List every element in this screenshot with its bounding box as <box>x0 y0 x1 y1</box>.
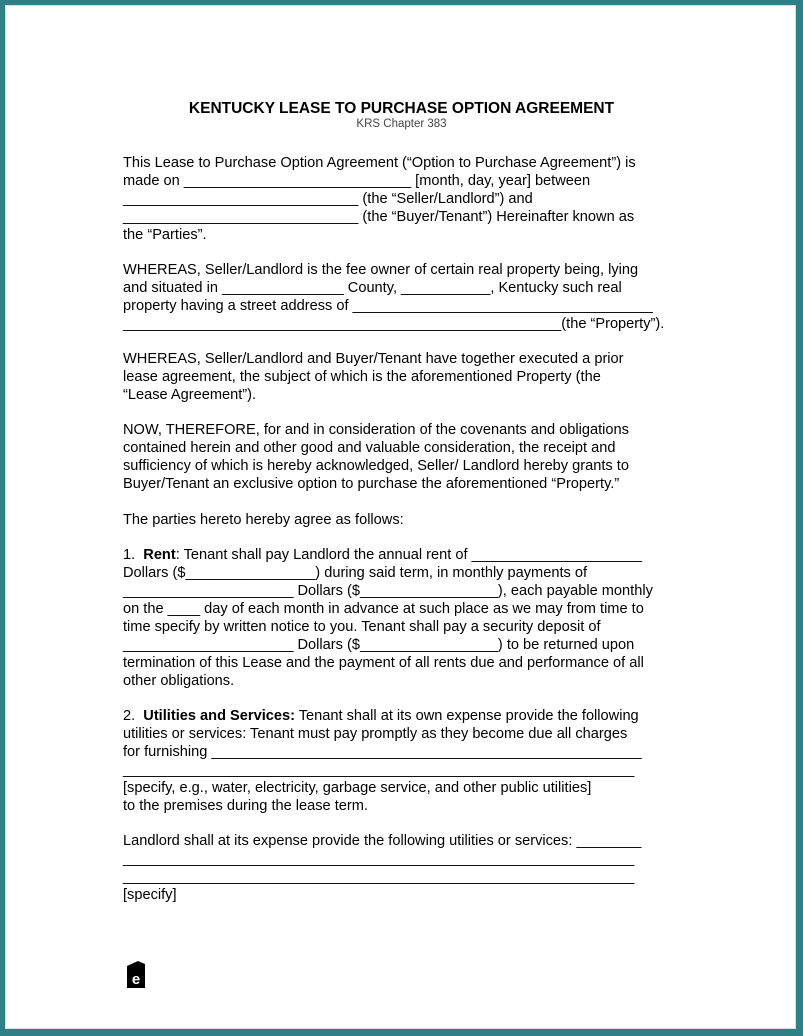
body-line: made on ____________________________ [month, day, year] between <box>123 173 591 189</box>
body-line: termination of this Lease and the payment of all rents due and performance of all <box>123 655 644 671</box>
body-line: NOW, THEREFORE, for and in consideration of the covenants and obligations <box>123 422 629 438</box>
eforms-logo-icon <box>126 961 146 989</box>
body-line: property having a street address of _____________________________________ <box>123 298 653 314</box>
section-heading-rent: 1. Rent: Tenant shall pay Landlord the annual rent of _____________________ <box>123 547 643 563</box>
body-line: Landlord shall at its expense provide the following utilities or services: ________ <box>123 833 642 849</box>
body-line: lease agreement, the subject of which is the aforementioned Property (the <box>123 369 601 385</box>
body-line: on the ____ day of each month in advance at such place as we may from time to <box>123 601 644 617</box>
body-line: for furnishing _____________________________________________________ <box>123 744 642 760</box>
document-subtitle: KRS Chapter 383 <box>356 118 447 130</box>
body-line: sufficiency of which is hereby acknowledged, Seller/ Landlord hereby grants to <box>123 458 629 474</box>
body-line: “Lease Agreement”). <box>123 387 257 403</box>
document-page <box>5 5 796 1029</box>
body-line: [specify] <box>123 887 177 903</box>
body-line: _____________________________ (the “Buyer/Tenant”) Hereinafter known as <box>123 209 635 225</box>
document-title: KENTUCKY LEASE TO PURCHASE OPTION AGREEMENT <box>188 100 615 117</box>
body-line: This Lease to Purchase Option Agreement (“Option to Purchase Agreement”) is <box>123 155 636 171</box>
body-line: WHEREAS, Seller/Landlord is the fee owner of certain real property being, lying <box>123 262 639 278</box>
body-line: _____________________________ (the “Seller/Landlord”) and <box>123 191 533 207</box>
body-line: _____________________ Dollars ($_________________), each payable monthly <box>123 583 653 599</box>
body-line: Buyer/Tenant an exclusive option to purchase the aforementioned “Property.” <box>123 476 620 492</box>
body-line: _____________________ Dollars ($_________________) to be returned upon <box>123 637 635 653</box>
body-line: utilities or services: Tenant must pay promptly as they become due all charges <box>123 726 628 742</box>
svg-text:e: e <box>131 971 141 988</box>
body-line: [specify, e.g., water, electricity, garbage service, and other public utilities] <box>123 780 592 796</box>
body-line: _______________________________________________________________ <box>123 851 635 867</box>
body-line: to the premises during the lease term. <box>123 798 368 814</box>
body-line: and situated in _______________ County, ___________, Kentucky such real <box>123 280 622 296</box>
body-line: Dollars ($________________) during said term, in monthly payments of <box>123 565 588 581</box>
body-line: time specify by written notice to you. Tenant shall pay a security deposit of <box>123 619 601 635</box>
body-line: WHEREAS, Seller/Landlord and Buyer/Tenant have together executed a prior <box>123 351 624 367</box>
body-line: The parties hereto hereby agree as follows: <box>123 512 404 528</box>
body-line: ______________________________________________________(the “Property”). <box>123 316 665 332</box>
body-line: _______________________________________________________________ <box>123 869 635 885</box>
body-line: _______________________________________________________________ <box>123 762 635 778</box>
body-line: other obligations. <box>123 673 235 689</box>
section-heading-utilities: 2. Utilities and Services: Tenant shall at its own expense provide the following <box>123 708 639 724</box>
body-line: contained herein and other good and valuable consideration, the receipt and <box>123 440 616 456</box>
body-line: the “Parties”. <box>123 227 207 243</box>
